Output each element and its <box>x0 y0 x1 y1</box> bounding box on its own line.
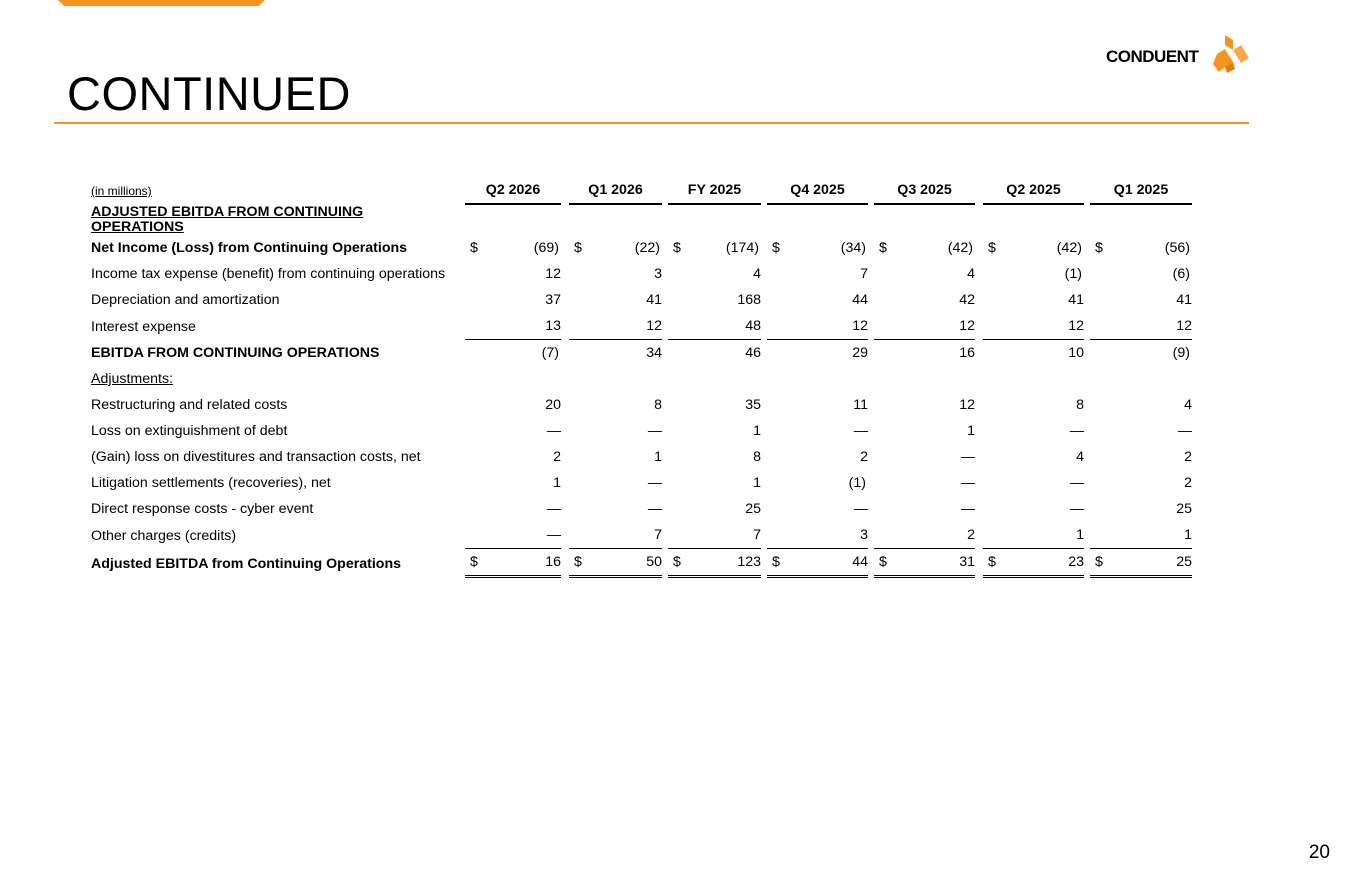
page-number: 20 <box>1308 842 1330 863</box>
currency-symbol: $ <box>470 554 478 570</box>
currency-symbol: $ <box>1095 554 1103 570</box>
column-gap <box>561 418 569 444</box>
value-cell: 12 <box>767 313 868 340</box>
value-cell: 1 <box>753 475 761 491</box>
column-gap <box>561 470 569 496</box>
row-label: Restructuring and related costs <box>91 397 288 413</box>
value-cell: (9) <box>1172 345 1190 361</box>
value-cell: — <box>647 501 662 517</box>
value-cell: — <box>960 501 975 517</box>
column-gap <box>561 366 569 392</box>
value-cell: (1) <box>1064 266 1082 282</box>
section-title: ADJUSTED EBITDA FROM CONTINUING OPERATIONS <box>91 204 364 235</box>
column-gap <box>975 366 983 392</box>
value-cell: 16 <box>959 345 975 361</box>
currency-symbol: $ <box>879 240 887 256</box>
column-header: Q2 2026 <box>465 177 561 205</box>
column-gap <box>975 261 983 287</box>
column-header: Q3 2025 <box>874 177 975 205</box>
currency-symbol: $ <box>879 554 887 570</box>
currency-symbol: $ <box>574 240 582 256</box>
value-cell: — <box>1069 501 1084 517</box>
value-cell: 12 <box>874 313 975 340</box>
currency-symbol: $ <box>772 240 780 256</box>
value-cell: 25 <box>745 501 761 517</box>
table-row <box>91 235 1192 261</box>
value-text: (56) <box>1164 240 1190 256</box>
currency-symbol: $ <box>988 240 996 256</box>
column-gap <box>975 444 983 470</box>
value-text: 123 <box>737 554 761 570</box>
value-cell: 7 <box>569 522 662 549</box>
logo-mark-icon <box>1211 34 1251 74</box>
value-cell: — <box>853 423 868 439</box>
value-cell: 13 <box>465 313 561 340</box>
value-cell: 12 <box>1090 313 1192 340</box>
value-cell <box>465 235 561 261</box>
row-label: (Gain) loss on divestitures and transaction costs, net <box>91 449 421 465</box>
section-title-row <box>91 205 1192 235</box>
value-cell <box>569 549 662 578</box>
value-cell: — <box>960 475 975 491</box>
value-cell <box>874 549 975 578</box>
table-row <box>91 522 1192 549</box>
value-cell <box>767 549 868 578</box>
value-cell <box>465 549 561 578</box>
value-cell: 2 <box>1184 449 1192 465</box>
value-cell: 2 <box>1184 475 1192 491</box>
value-cell: 44 <box>852 292 868 308</box>
column-gap <box>975 470 983 496</box>
row-label: Interest expense <box>91 318 196 335</box>
row-label: Income tax expense (benefit) from continuing operations <box>91 266 446 282</box>
table-row <box>91 261 1192 287</box>
value-cell: 4 <box>967 266 975 282</box>
value-cell: 4 <box>1184 397 1192 413</box>
value-cell: 7 <box>860 266 868 282</box>
value-cell: 1 <box>654 449 662 465</box>
column-header: FY 2025 <box>668 177 761 205</box>
row-label: EBITDA FROM CONTINUING OPERATIONS <box>91 345 380 361</box>
currency-symbol: $ <box>1095 240 1103 256</box>
column-gap <box>975 549 983 578</box>
value-text: (42) <box>1056 240 1082 256</box>
table-row <box>91 470 1192 496</box>
value-cell: 12 <box>959 397 975 413</box>
row-label: Other charges (credits) <box>91 527 237 544</box>
value-cell: 7 <box>668 522 761 549</box>
value-cell: 42 <box>959 292 975 308</box>
value-text: 50 <box>646 554 662 570</box>
currency-symbol: $ <box>673 240 681 256</box>
value-cell: 48 <box>668 313 761 340</box>
value-cell: 12 <box>569 313 662 340</box>
currency-symbol: $ <box>772 554 780 570</box>
value-cell: 1 <box>553 475 561 491</box>
table-row <box>91 549 1192 578</box>
value-cell: 4 <box>753 266 761 282</box>
conduent-logo <box>1106 34 1251 74</box>
row-label: Net Income (Loss) from Continuing Operations <box>91 240 408 256</box>
value-cell: 2 <box>874 522 975 549</box>
value-cell: — <box>960 449 975 465</box>
table-row <box>91 418 1192 444</box>
value-cell: 1 <box>753 423 761 439</box>
row-label: Direct response costs - cyber event <box>91 501 314 517</box>
value-cell: — <box>465 522 561 549</box>
table-row <box>91 366 1192 392</box>
adjusted-ebitda-table <box>91 177 1192 578</box>
value-cell: 8 <box>1076 397 1084 413</box>
value-cell: 8 <box>753 449 761 465</box>
value-cell: 8 <box>654 397 662 413</box>
value-cell: 2 <box>553 449 561 465</box>
value-cell: 41 <box>646 292 662 308</box>
column-gap <box>561 549 569 578</box>
table-row <box>91 287 1192 313</box>
value-cell: 10 <box>1068 345 1084 361</box>
column-gap <box>561 261 569 287</box>
value-cell: 11 <box>853 397 868 413</box>
value-text: (42) <box>947 240 973 256</box>
value-cell: 2 <box>860 449 868 465</box>
column-header: Q1 2025 <box>1090 177 1192 205</box>
value-cell: 1 <box>1090 522 1192 549</box>
unit-label: (in millions) <box>91 184 152 198</box>
value-cell: 46 <box>745 345 761 361</box>
column-gap <box>561 392 569 418</box>
column-gap <box>975 235 983 261</box>
value-cell <box>983 549 1084 578</box>
value-cell <box>668 235 761 261</box>
column-gap <box>561 287 569 313</box>
value-text: 31 <box>959 554 975 570</box>
value-cell: 41 <box>1068 292 1084 308</box>
value-cell: 25 <box>1176 501 1192 517</box>
value-cell: 1 <box>983 522 1084 549</box>
value-cell: 29 <box>852 345 868 361</box>
currency-symbol: $ <box>470 240 478 256</box>
title-divider <box>54 122 1249 124</box>
logo-wordmark: CONDUENT <box>1106 47 1199 66</box>
column-gap <box>561 496 569 522</box>
column-gap <box>561 313 569 340</box>
column-gap <box>975 287 983 313</box>
value-cell: — <box>546 501 561 517</box>
value-cell: 20 <box>545 397 561 413</box>
table-row <box>91 313 1192 340</box>
value-cell: 168 <box>737 292 761 308</box>
value-cell: — <box>1069 475 1084 491</box>
value-cell <box>668 549 761 578</box>
header-accent-tab <box>58 0 265 6</box>
column-gap <box>975 522 983 549</box>
value-text: 44 <box>852 554 868 570</box>
row-label: Adjustments: <box>91 371 174 387</box>
value-text: (69) <box>533 240 559 256</box>
value-cell: — <box>546 423 561 439</box>
row-label: Depreciation and amortization <box>91 292 280 308</box>
value-cell: — <box>1177 423 1192 439</box>
value-text: 16 <box>545 554 561 570</box>
column-header: Q4 2025 <box>767 177 868 205</box>
column-gap <box>561 235 569 261</box>
row-label: Litigation settlements (recoveries), net <box>91 475 331 491</box>
value-cell: 35 <box>745 397 761 413</box>
value-cell: — <box>1069 423 1084 439</box>
value-cell: (1) <box>848 475 866 491</box>
value-cell <box>874 235 975 261</box>
column-gap <box>561 340 569 366</box>
column-gap <box>975 496 983 522</box>
value-cell: 41 <box>1176 292 1192 308</box>
value-cell: 3 <box>767 522 868 549</box>
value-cell: 12 <box>545 266 561 282</box>
value-cell: (7) <box>541 345 559 361</box>
column-gap <box>975 313 983 340</box>
value-cell: (6) <box>1172 266 1190 282</box>
value-text: (34) <box>840 240 866 256</box>
value-text: 25 <box>1176 554 1192 570</box>
value-cell <box>1090 549 1192 578</box>
column-gap <box>975 418 983 444</box>
value-cell: 34 <box>646 345 662 361</box>
currency-symbol: $ <box>673 554 681 570</box>
value-cell <box>1090 235 1192 261</box>
row-label: Loss on extinguishment of debt <box>91 423 288 439</box>
value-cell: — <box>647 475 662 491</box>
table-row <box>91 340 1192 366</box>
table-row <box>91 444 1192 470</box>
value-cell <box>767 235 868 261</box>
column-header: Q2 2025 <box>983 177 1084 205</box>
currency-symbol: $ <box>988 554 996 570</box>
value-cell: 12 <box>983 313 1084 340</box>
value-cell: 37 <box>545 292 561 308</box>
value-cell <box>569 235 662 261</box>
table-row <box>91 496 1192 522</box>
column-gap <box>975 340 983 366</box>
value-text: (174) <box>725 240 759 256</box>
table-row <box>91 392 1192 418</box>
column-gap <box>561 522 569 549</box>
currency-symbol: $ <box>574 554 582 570</box>
value-cell: 3 <box>654 266 662 282</box>
value-cell: — <box>853 501 868 517</box>
row-label: Adjusted EBITDA from Continuing Operations <box>91 555 402 572</box>
value-text: (22) <box>634 240 660 256</box>
header-row <box>91 177 1192 205</box>
value-cell <box>983 235 1084 261</box>
value-text: 23 <box>1068 554 1084 570</box>
value-cell: — <box>647 423 662 439</box>
value-cell: 4 <box>1076 449 1084 465</box>
column-gap <box>975 392 983 418</box>
column-gap <box>561 444 569 470</box>
column-header: Q1 2026 <box>569 177 662 205</box>
page-title: CONTINUED <box>67 67 351 120</box>
value-cell: 1 <box>967 423 975 439</box>
